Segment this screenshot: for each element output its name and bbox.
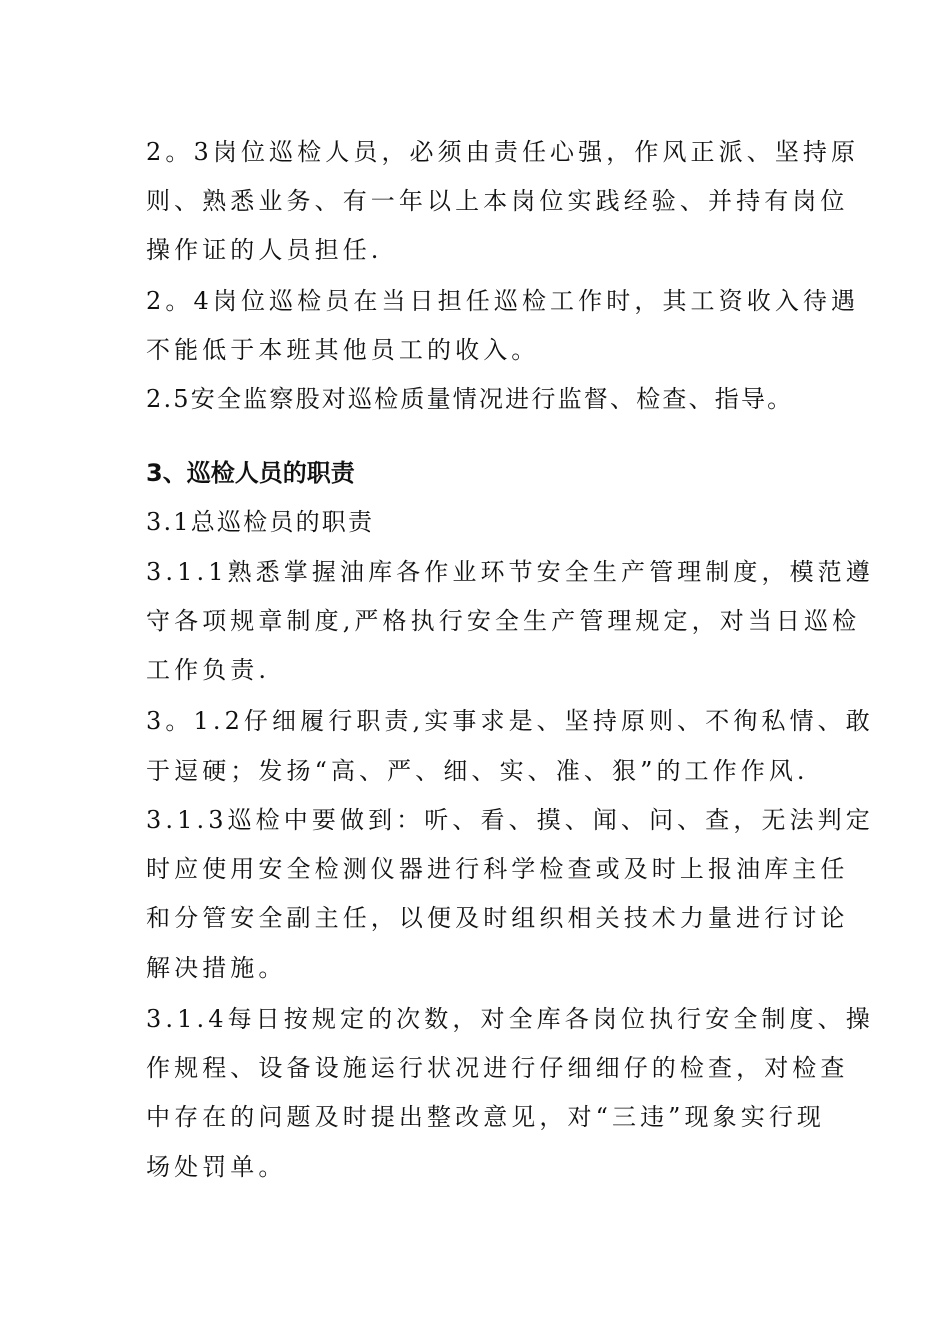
paragraph-3-1-1-line-1: 3.1.1熟悉掌握油库各作业环节安全生产管理制度，模范遵 bbox=[146, 558, 874, 586]
paragraph-3-1-3-line-4: 解决措施。 bbox=[146, 954, 287, 982]
paragraph-3-1-3-line-3: 和分管安全副主任，以便及时组织相关技术力量进行讨论 bbox=[146, 904, 849, 932]
paragraph-2-3-line-3: 操作证的人员担任. bbox=[146, 236, 383, 264]
paragraph-2-4-line-2: 不能低于本班其他员工的收入。 bbox=[146, 336, 540, 364]
paragraph-2-4-line-1: 2。4岗位巡检员在当日担任巡检工作时，其工资收入待遇 bbox=[146, 287, 860, 315]
paragraph-3-1-4-line-1: 3.1.4每日按规定的次数，对全库各岗位执行安全制度、操 bbox=[146, 1005, 874, 1033]
paragraph-3-1-3-line-1: 3.1.3巡检中要做到：听、看、摸、闻、问、查，无法判定 bbox=[146, 806, 874, 834]
paragraph-3-1-3-line-2: 时应使用安全检测仪器进行科学检查或及时上报油库主任 bbox=[146, 855, 849, 883]
paragraph-3-1-4-line-4: 场处罚单。 bbox=[146, 1153, 287, 1181]
subsection-heading-3-1: 3.1总巡检员的职责 bbox=[146, 508, 375, 536]
paragraph-2-5: 2.5安全监察股对巡检质量情况进行监督、检查、指导。 bbox=[146, 385, 794, 413]
paragraph-3-1-4-line-2: 作规程、设备设施运行状况进行仔细细仔的检查，对检查 bbox=[146, 1054, 849, 1082]
paragraph-2-3-line-1: 2。3岗位巡检人员，必须由责任心强，作风正派、坚持原 bbox=[146, 138, 860, 166]
paragraph-3-1-1-line-2: 守各项规章制度,严格执行安全生产管理规定，对当日巡检 bbox=[146, 607, 861, 635]
paragraph-3-1-2-line-2: 于逗硬；发扬“高、严、细、实、准、狠”的工作作风. bbox=[146, 757, 809, 785]
paragraph-2-3-line-2: 则、熟悉业务、有一年以上本岗位实践经验、并持有岗位 bbox=[146, 187, 849, 215]
paragraph-3-1-1-line-3: 工作负责. bbox=[146, 656, 271, 684]
section-heading-3: 3、巡检人员的职责 bbox=[146, 459, 355, 487]
paragraph-3-1-4-line-3: 中存在的问题及时提出整改意见，对“三违”现象实行现 bbox=[146, 1103, 826, 1131]
paragraph-3-1-2-line-1: 3。1.2仔细履行职责,实事求是、坚持原则、不徇私情、敢 bbox=[146, 707, 874, 735]
